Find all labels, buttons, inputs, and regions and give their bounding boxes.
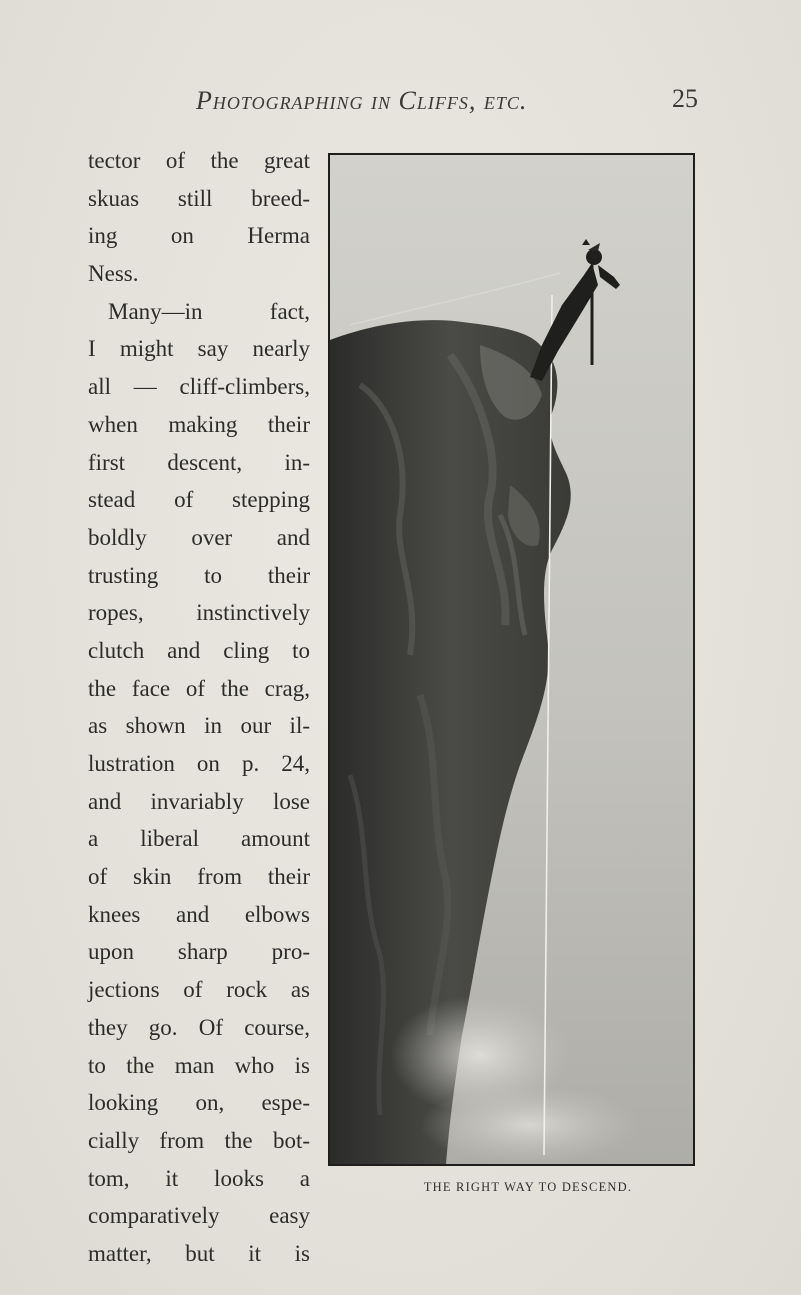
- text-line: ing on Herma: [88, 223, 310, 249]
- text-line: clutch and cling to: [88, 637, 310, 663]
- text-line: the face of the crag,: [88, 675, 310, 701]
- text-line: I might say nearly: [88, 336, 310, 362]
- text-line: ropes, instinctively: [88, 600, 310, 626]
- text-line: boldly over and: [88, 524, 310, 550]
- text-line: stead of stepping: [88, 487, 310, 513]
- text-line: Many—in fact,: [108, 298, 310, 324]
- text-line: lustration on p. 24,: [88, 751, 310, 776]
- text-line: a liberal amount: [88, 826, 310, 852]
- text-line: as shown in our il-: [88, 713, 310, 739]
- body-text-column: [88, 142, 310, 1273]
- text-line: and invariably lose: [88, 788, 310, 814]
- text-line: tector of the great: [88, 148, 310, 173]
- text-line: all — cliff-climbers,: [88, 374, 310, 400]
- text-line: of skin from their: [88, 864, 310, 890]
- text-line: Ness.: [88, 261, 139, 287]
- text-line: first descent, in-: [88, 449, 310, 475]
- text-line: comparatively easy: [88, 1203, 310, 1229]
- text-line: knees and elbows: [88, 901, 310, 927]
- text-line: upon sharp pro-: [88, 939, 310, 965]
- text-line: to the man who is: [88, 1052, 310, 1078]
- text-line: skuas still breed-: [88, 185, 310, 211]
- surf-foam: [420, 1085, 640, 1164]
- text-line: matter, but it is: [88, 1240, 310, 1266]
- text-line: trusting to their: [88, 562, 310, 588]
- text-line: looking on, espe-: [88, 1090, 310, 1116]
- text-line: jections of rock as: [88, 977, 310, 1003]
- text-line: tom, it looks a: [88, 1165, 310, 1191]
- text-line: cially from the bot-: [88, 1127, 310, 1153]
- running-head-title: Photographing in Cliffs, etc.: [196, 86, 528, 115]
- page-number: 25: [672, 84, 698, 113]
- photograph-artwork: [330, 155, 693, 1164]
- text-line: they go. Of course,: [88, 1014, 310, 1040]
- cliff-climber-photograph: [328, 153, 695, 1166]
- text-line: when making their: [88, 411, 310, 437]
- figure-caption: THE RIGHT WAY TO DESCEND.: [423, 1180, 633, 1194]
